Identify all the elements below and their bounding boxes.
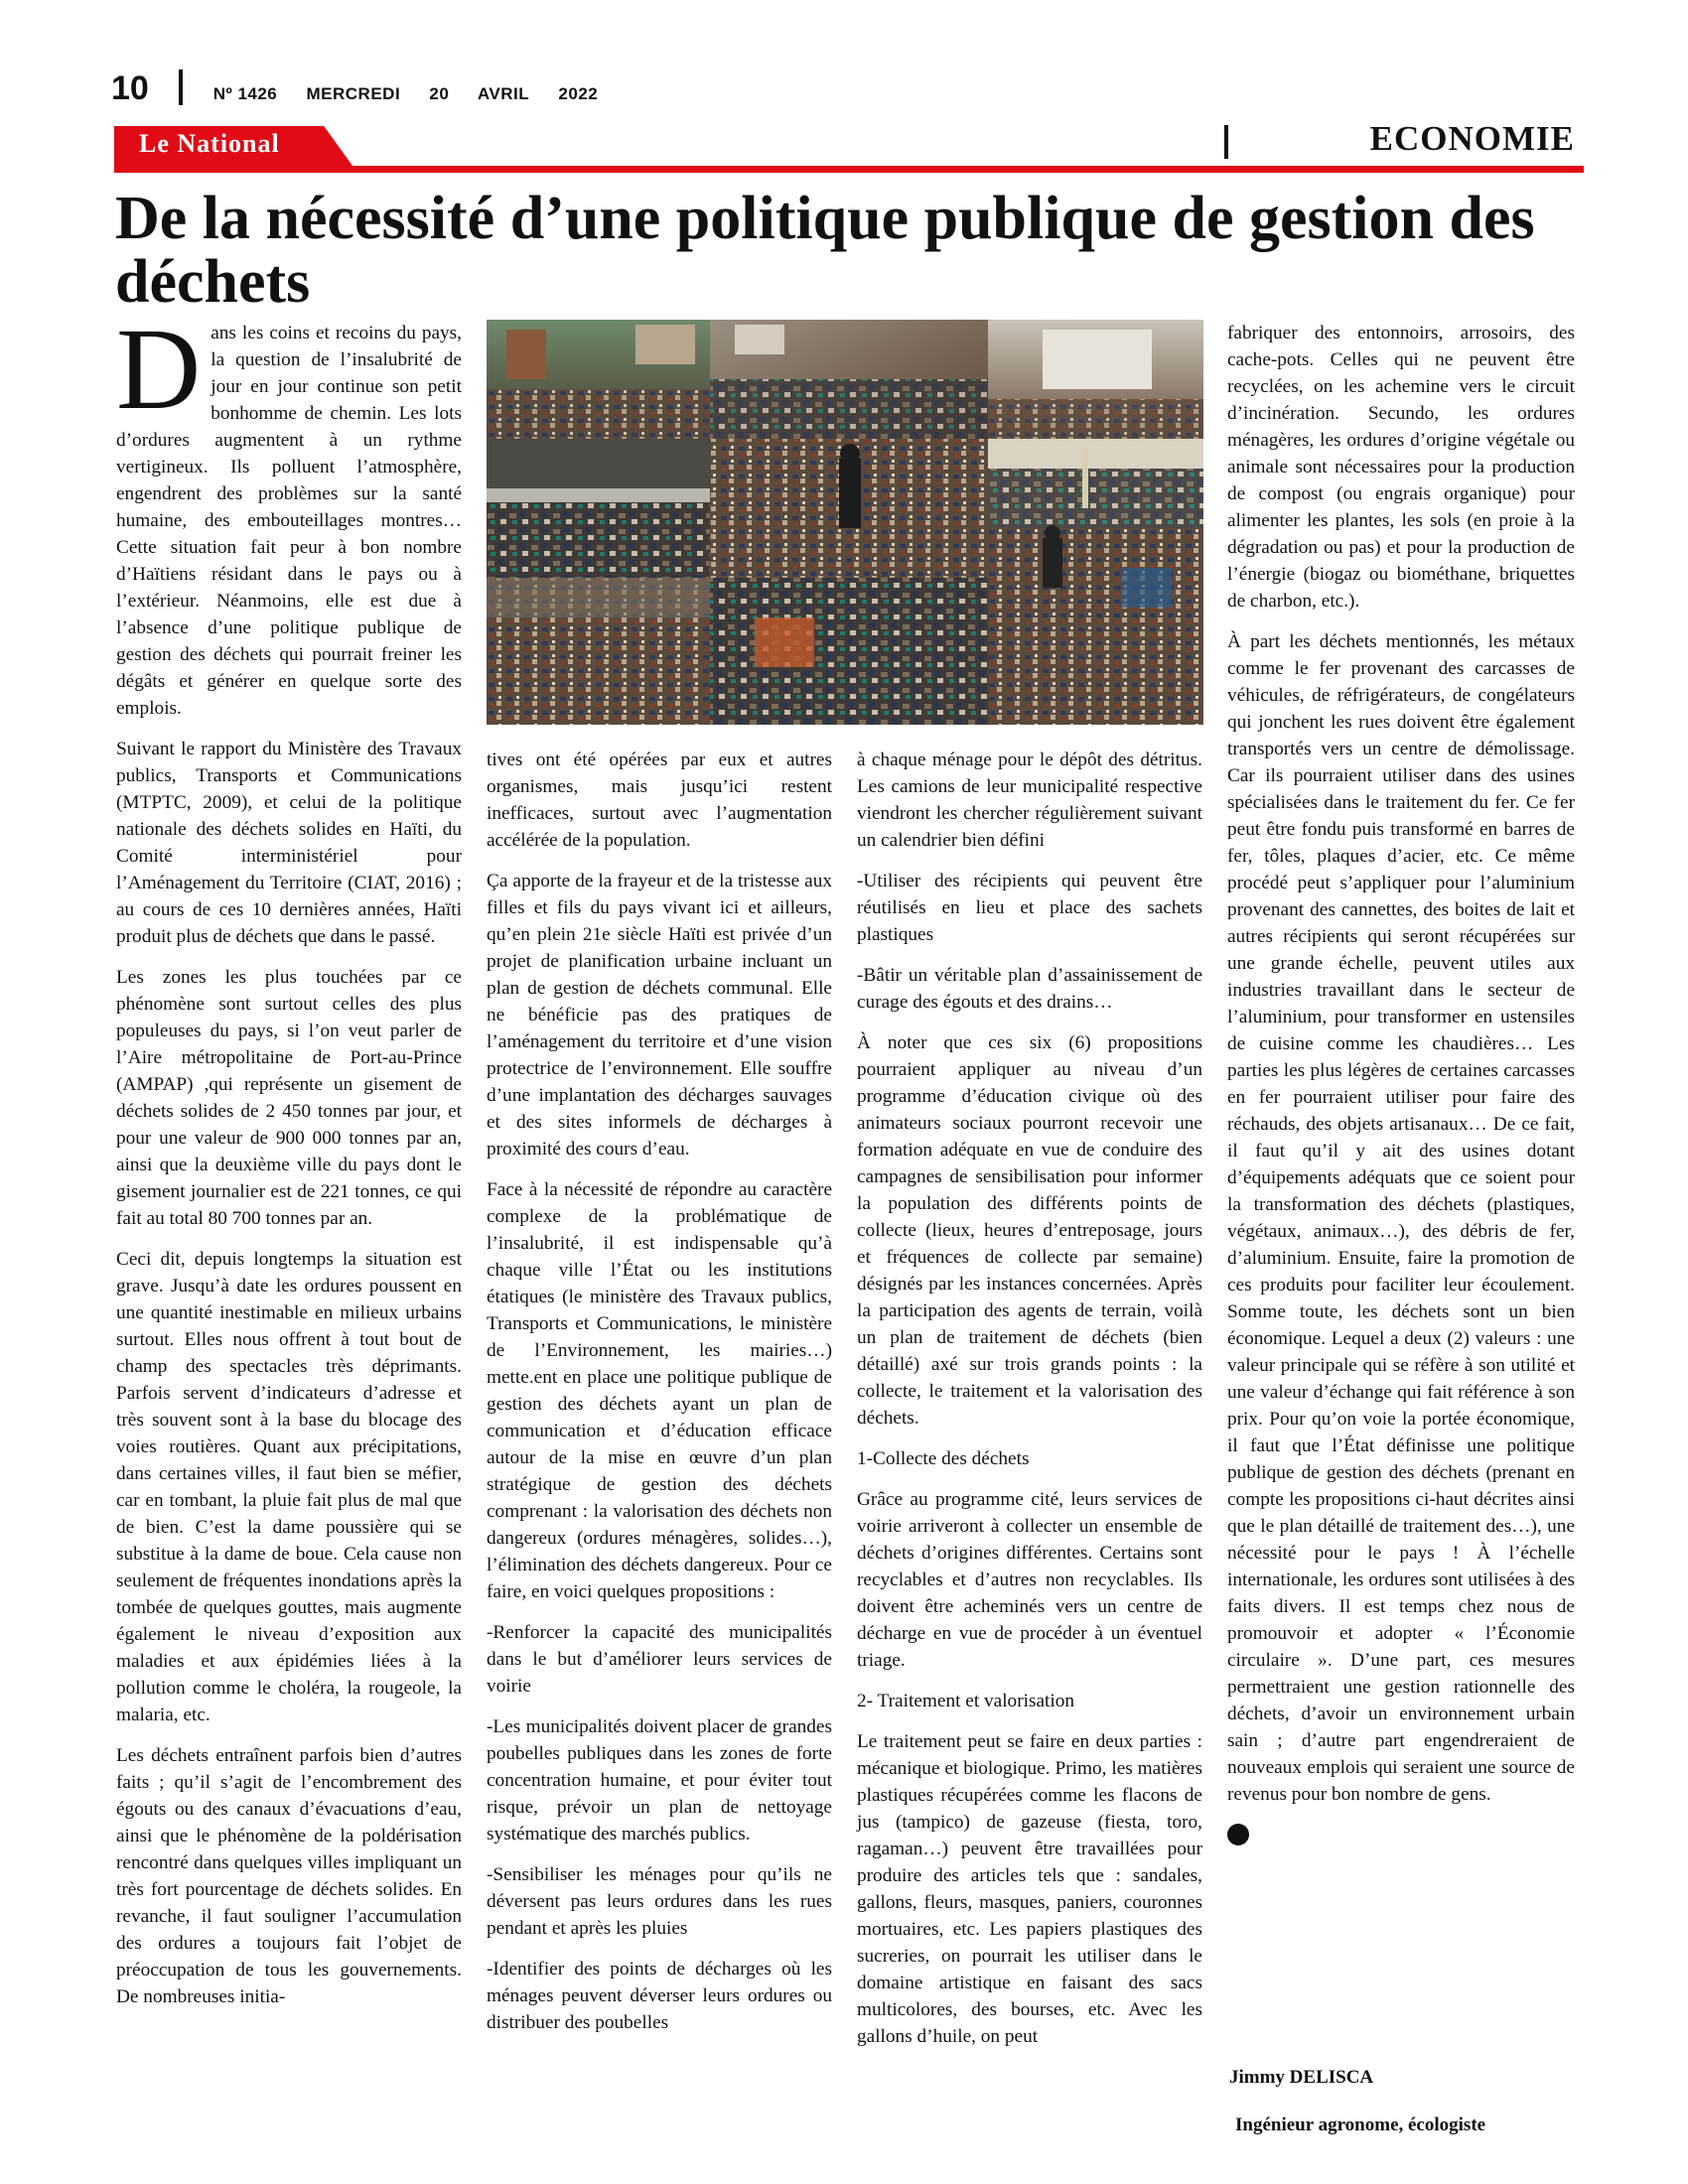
- photo-collage-image: [487, 320, 1203, 725]
- page-header: [111, 69, 622, 108]
- subheading-collecte: 1-Collecte des déchets: [857, 1448, 1030, 1469]
- paragraph: Suivant le rapport du Ministère des Travaux publics, Transports et Communications (MTPTC, 2009), et celui de la politique nationale des déchets solides en Haïti, du Comité interministériel pour l’Aménagement du Territoire (CIAT, 2016) ; au cours de ces 10 dernières années, Haïti produit plus de déchets que dans le passé.: [116, 739, 462, 947]
- section-rubric: ECONOMIE: [1369, 119, 1575, 158]
- proposal-item: -Sensibiliser les ménages pour qu’ils ne déversent pas leurs ordures dans les rues pendant et après les pluies: [487, 1864, 832, 1939]
- paragraph: [116, 304, 462, 722]
- author-name: Jimmy DELISCA: [1229, 2067, 1374, 2088]
- paragraph: Le traitement peut se faire en deux parties : mécanique et biologique. Primo, les matières plastiques récupérées comme les flacons de jus (tampico) de gazeuse (fiesta, toro, ragaman…) peuvent être travaillées pour produire des articles tels que : sandales, gallons, fleurs, masques, paniers, couronnes mortuaires, etc. Les papiers plastiques des sucreries, on pourrait les utiliser dans le domaine artistique en faisant des sacs multicolores, des bourses, etc. Avec les gallons d’huile, on peut: [857, 1731, 1202, 2047]
- paragraph: À noter que ces six (6) propositions pourraient appliquer au niveau d’un programme d’éducation civique où des animateurs sociaux pourront recevoir une formation adéquate en vue de conduire des campagnes de sensibilisation pour informer la population des différents points de collecte (lieux, heures d’entreposage, jours et fréquences de collecte par semaine) désignés par les instances concernées. Après la participation des agents de terrain, voilà un plan de traitement de déchets (bien détaillé) axé sur trois grands points : la collecte, le traitement et la valorisation des déchets.: [857, 1032, 1202, 1429]
- page-number: 10: [111, 69, 149, 107]
- issue-month: AVRIL: [477, 84, 530, 103]
- proposal-item: -Les municipalités doivent placer de grandes poubelles publiques dans les zones de forte concentration humaine, et pour éviter tout risque, prévoir un plan de nettoyage systématique des marchés publics.: [487, 1716, 832, 1844]
- end-mark-icon: [1227, 1824, 1249, 1845]
- paragraph-text: ans les coins et recoins du pays, la question de l’insalubrité de jour en jour continue son petit bonhomme de chemin. Les lots d’ordures augmentent à un rythme vertigineux. Ils polluent l’atmosphère, engendrent des problèmes sur la santé humaine, des embouteillages montres… Cette situation fait peur à bon nombre d’Haïtiens résidant dans le pays ou à l’extérieur. Néanmoins, elle est due à l’absence d’une politique publique de gestion des déchets qui pourrait freiner les dégâts et générer en quelque sorte des emplois.: [116, 323, 462, 719]
- brand-name: Le National: [139, 129, 280, 158]
- header-separator: [179, 69, 183, 105]
- paragraph: Grâce au programme cité, leurs services de voirie arriveront à collecter un ensemble de déchets d’origines différentes. Certains sont recyclables et d’autres non recyclables. Ils doivent être acheminés vers un centre de décharge en vue de procéder à un éventuel triage.: [857, 1489, 1202, 1671]
- issue-meta: [213, 84, 623, 103]
- paragraph: tives ont été opérées par eux et autres organismes, mais jusqu’ici restent inefficaces, surtout avec l’augmentation accélérée de la population.: [487, 750, 832, 851]
- proposal-item: -Utiliser des récipients qui peuvent être réutilisés en lieu et place des sachets plastiques: [857, 871, 1202, 945]
- drop-cap: D: [116, 304, 202, 434]
- paragraph: fabriquer des entonnoirs, arrosoirs, des cache-pots. Celles qui ne peuvent être recyclées, on les achemine vers le circuit d’incinération. Secundo, les ordures ménagères, les ordures d’origine végétale ou animale sont nécessaires pour la production de compost (ou engrais organique) pour alimenter les plantes, les sols (en proie à la dégradation ou pas) et pour la production de l’énergie (biogaz ou biométhane, briquettes de charbon, etc.).: [1227, 323, 1575, 612]
- article-column-1: [116, 304, 462, 2024]
- proposal-item: -Identifier des points de décharges où les ménages peuvent déverser leurs ordures ou distribuer des poubelles: [487, 1959, 832, 2033]
- subheading-traitement: 2- Traitement et valorisation: [857, 1691, 1075, 1711]
- paragraph: à chaque ménage pour le dépôt des détritus. Les camions de leur municipalité respective viendront les chercher régulièrement suivant un calendrier bien défini: [857, 750, 1202, 851]
- garbage-collage-photo: [487, 320, 1203, 725]
- header-rule: [114, 166, 1584, 173]
- author-title: Ingénieur agronome, écologiste: [1235, 2115, 1486, 2135]
- paragraph: Ceci dit, depuis longtemps la situation est grave. Jusqu’à date les ordures poussent en une quantité inestimable en milieux urbains surtout. Elles nous offrent à tout bout de champ des spectacles très déprimants. Parfois servent d’indicateurs d’adresse et très souvent sont à la base du blocage des voies routières. Quant aux précipitations, dans certaines villes, il faut bien se méfier, car en tombant, la pluie fait plus de mal que de bien. C’est la dame poussière qui se substitue à la dame de boue. Cela cause non seulement de fréquentes inondations après la tombée de quelques gouttes, mais augmente également le niveau d’exposition aux maladies et aux épidémies liées à la pollution comme le choléra, la rougeole, la malaria, etc.: [116, 1249, 462, 1725]
- paragraph: À part les déchets mentionnés, les métaux comme le fer provenant des carcasses de véhicules, de réfrigérateurs, de congélateurs qui jonchent les rues doivent être également transportés vers un centre de démolissage. Car ils pourraient utiliser dans des usines spécialisées dans le traitement du fer. Ce fer peut être fondu puis transformé en barres de fer, tôles, plaques d’acier, etc. Ce même procédé peut s’appliquer pour l’aluminium provenant des cannettes, des boites de lait et autres récipients qui seront récupérées sur une grande échelle, peuvent utiles aux industries travaillant dans le secteur de l’aluminium, pour transformer en ustensiles de cuisine comme les chaudières… Les parties les plus légères de certaines carcasses en fer pourraient utiliser pour faire des réchauds, des objets artisanaux… De ce fait, il faut qu’il y ait des usines dotant d’équipements adéquats que ce soient pour la transformation des déchets (plastiques, végétaux, animaux…), des débris de fer, d’aluminium. Ensuite, faire la promotion de ces produits pour faciliter leur écoulement. Somme toute, les déchets sont un bien économique. Lequel a deux (2) valeurs : une valeur principale qui se réfère à son utilité et une valeur d’échange qui fait référence à son prix. Pour qu’on voie la portée économique, il faut que l’État définisse une politique publique de gestion des déchets (prenant en compte les propositions ci-haut décrites ainsi que le plan détaillé de traitement des…), une nécessité pour le pays ! À l’échelle internationale, les ordures sont utilisées à des faits divers. Il est temps chez nous de promouvoir et adopter « l’Économie circulaire ». D’une part, ces mesures permettraient une gestion rationnelle des déchets, d’avoir un environnement urbain sain ; d’autre part engendreraient de nouveaux emplois qui seraient une source de revenus pour bon nombre de gens.: [1227, 631, 1575, 1805]
- paragraph: Les zones les plus touchées par ce phénomène sont surtout celles des plus populeuses du pays, si l’on veut parler de l’Aire métropolitaine de Port-au-Prince (AMPAP) ,qui représente un gisement de déchets solides de 2 450 tonnes par jour, et pour une valeur de 900 000 tonnes par an, ainsi que la deuxième ville du pays dont le gisement journalier est de 221 tonnes, ce qui fait au total 80 700 tonnes par an.: [116, 967, 462, 1229]
- issue-weekday: MERCREDI: [306, 84, 401, 103]
- article-column-4: [1227, 320, 1575, 1853]
- article-column-3: [857, 747, 1202, 2064]
- article-column-2: [487, 747, 832, 2050]
- issue-number: Nº 1426: [212, 84, 278, 103]
- paragraph: Face à la nécessité de répondre au caractère complexe de la problématique de l’insalubrité, il est indispensable qu’à chaque ville l’État ou les institutions étatiques (le ministère des Travaux publics, Transports et Communications, le ministère de l’Environnement, les mairies…) mette.ent en place une politique publique de gestion des déchets ayant un plan de communication et d’éducation efficace autour de la mise en œuvre d’un plan stratégique de gestion des déchets comprenant : la valorisation des déchets non dangereux (ordures ménagères, solides…), l’élimination des déchets dangereux. Pour ce faire, en voici quelques propositions :: [487, 1179, 832, 1602]
- article-title: De la nécessité d’une politique publique de gestion des déchets: [115, 185, 1535, 316]
- proposal-item: -Renforcer la capacité des municipalités dans le but d’améliorer leurs services de voirie: [487, 1622, 832, 1697]
- paragraph: Les déchets entraînent parfois bien d’autres faits ; qu’il s’agit de l’encombrement des égouts ou des canaux d’évacuations d’eau, ainsi que le phénomène de la poldérisation rencontré dans quelques villes impliquant un très fort pourcentage de déchets solides. En revanche, il faut souligner l’accumulation des ordures a toujours fait l’objet de préoccupation de tous les gouvernements. De nombreuses initia-: [116, 1745, 462, 2007]
- issue-year: 2022: [558, 84, 599, 103]
- issue-day: 20: [429, 84, 450, 103]
- paragraph: Ça apporte de la frayeur et de la tristesse aux filles et fils du pays vivant ici et ailleurs, qu’en plein 21e siècle Haïti est privée d’un projet de planification urbaine incluant un plan de gestion de déchets communal. Elle ne bénéficie pas des pratiques de l’aménagement du territoire et d’une vision protectrice de l’environnement. Elle souffre d’une implantation des décharges sauvages et des sites informels de décharges à proximité des cours d’eau.: [487, 871, 832, 1160]
- rubric-separator: [1224, 125, 1228, 159]
- proposal-item: -Bâtir un véritable plan d’assainissement de curage des égouts et des drains…: [857, 965, 1202, 1013]
